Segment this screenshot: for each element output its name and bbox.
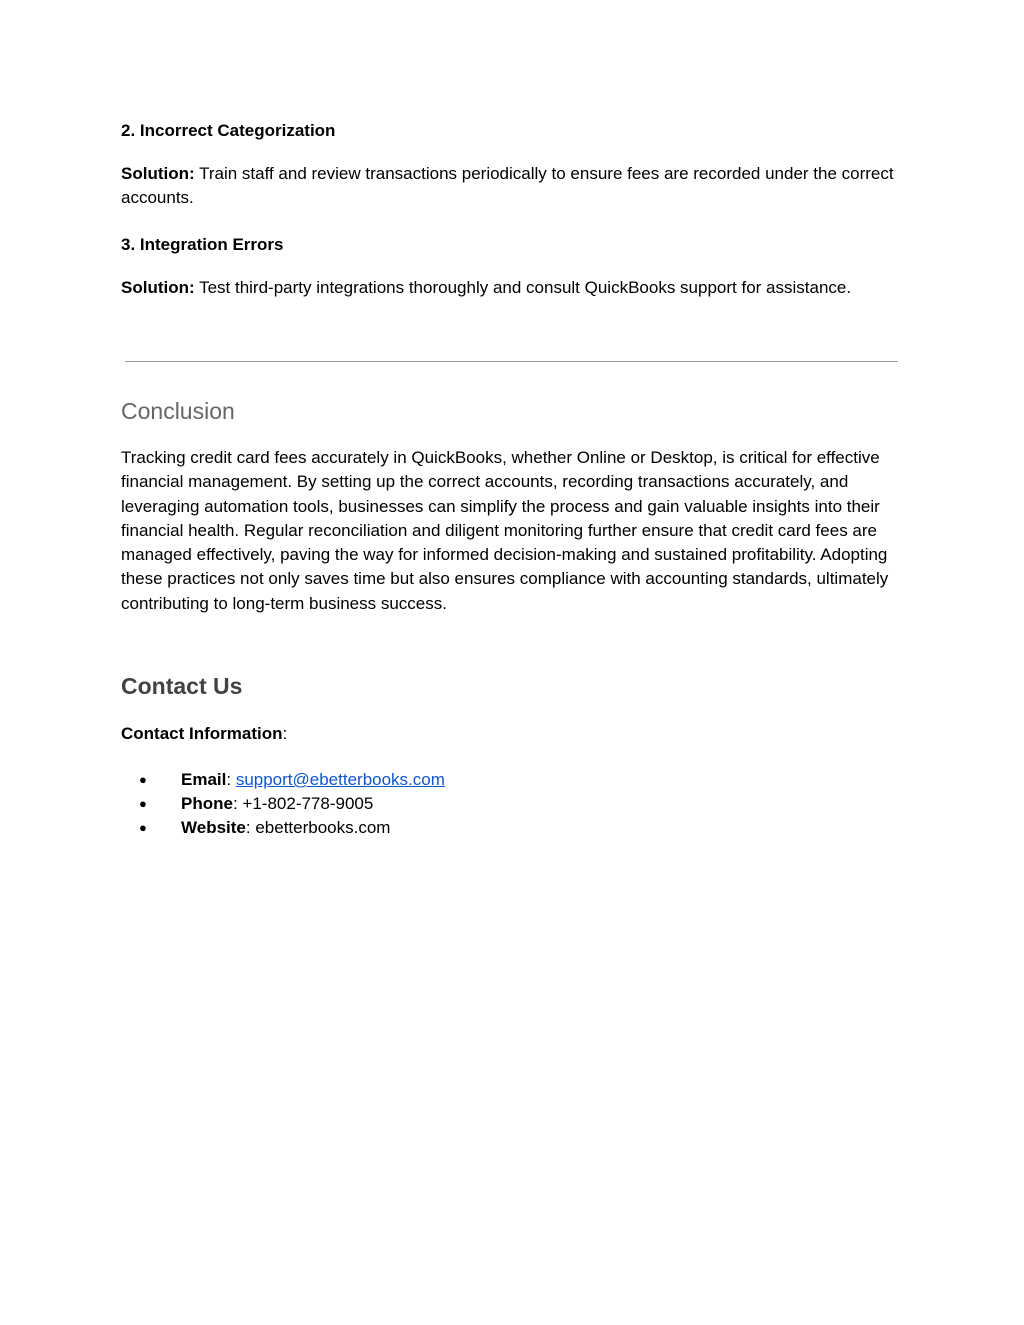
solution-incorrect-categorization bbox=[121, 162, 896, 211]
contact-item-phone bbox=[121, 792, 445, 816]
bullet-icon: ● bbox=[139, 772, 147, 787]
conclusion-paragraph: Tracking credit card fees accurately in QuickBooks, whether Online or Desktop, is critical for effective financial management. By setting up the correct accounts, recording transactions accurately, and leveraging automation tools, businesses can simplify the process and gain valuable insights into their financial health. Regular reconciliation and diligent monitoring further ensure that credit card fees are managed effectively, paving the way for informed decision-making and sustained profitability. Adopting these practices not only saves time but also ensures compliance with accounting standards, ultimately contributing to long-term business success. bbox=[121, 448, 889, 613]
solution-text: Train staff and review transactions periodically to ensure fees are recorded under the correct accounts. bbox=[121, 164, 894, 208]
email-link[interactable]: support@ebetterbooks.com bbox=[235, 770, 445, 789]
solution-label: Solution: bbox=[121, 164, 195, 183]
horizontal-rule bbox=[125, 361, 898, 362]
website-separator: : bbox=[245, 818, 256, 837]
contact-information-colon: : bbox=[282, 724, 288, 743]
bullet-icon: ● bbox=[139, 796, 147, 811]
contact-information-text: Contact Information bbox=[121, 724, 283, 743]
heading-incorrect-categorization: 2. Incorrect Categorization bbox=[121, 121, 336, 140]
website-value: ebetterbooks.com bbox=[255, 818, 391, 837]
heading-contact-us: Contact Us bbox=[121, 673, 243, 699]
contact-item-email bbox=[121, 768, 445, 792]
bullet-icon: ● bbox=[139, 820, 147, 835]
contact-item-website bbox=[121, 816, 445, 840]
contact-information-label bbox=[121, 723, 287, 745]
solution-integration-errors bbox=[121, 276, 896, 300]
phone-label: Phone bbox=[181, 794, 233, 813]
website-label: Website bbox=[181, 818, 246, 837]
phone-separator: : bbox=[232, 794, 243, 813]
email-separator: : bbox=[226, 770, 236, 789]
phone-value: +1-802-778-9005 bbox=[242, 794, 374, 813]
heading-integration-errors: 3. Integration Errors bbox=[121, 235, 284, 254]
contact-list bbox=[121, 768, 445, 840]
solution-text: Test third-party integrations thoroughly and consult QuickBooks support for assistance. bbox=[194, 278, 852, 297]
email-label: Email bbox=[181, 770, 227, 789]
heading-conclusion: Conclusion bbox=[121, 398, 235, 424]
solution-label: Solution: bbox=[121, 278, 195, 297]
